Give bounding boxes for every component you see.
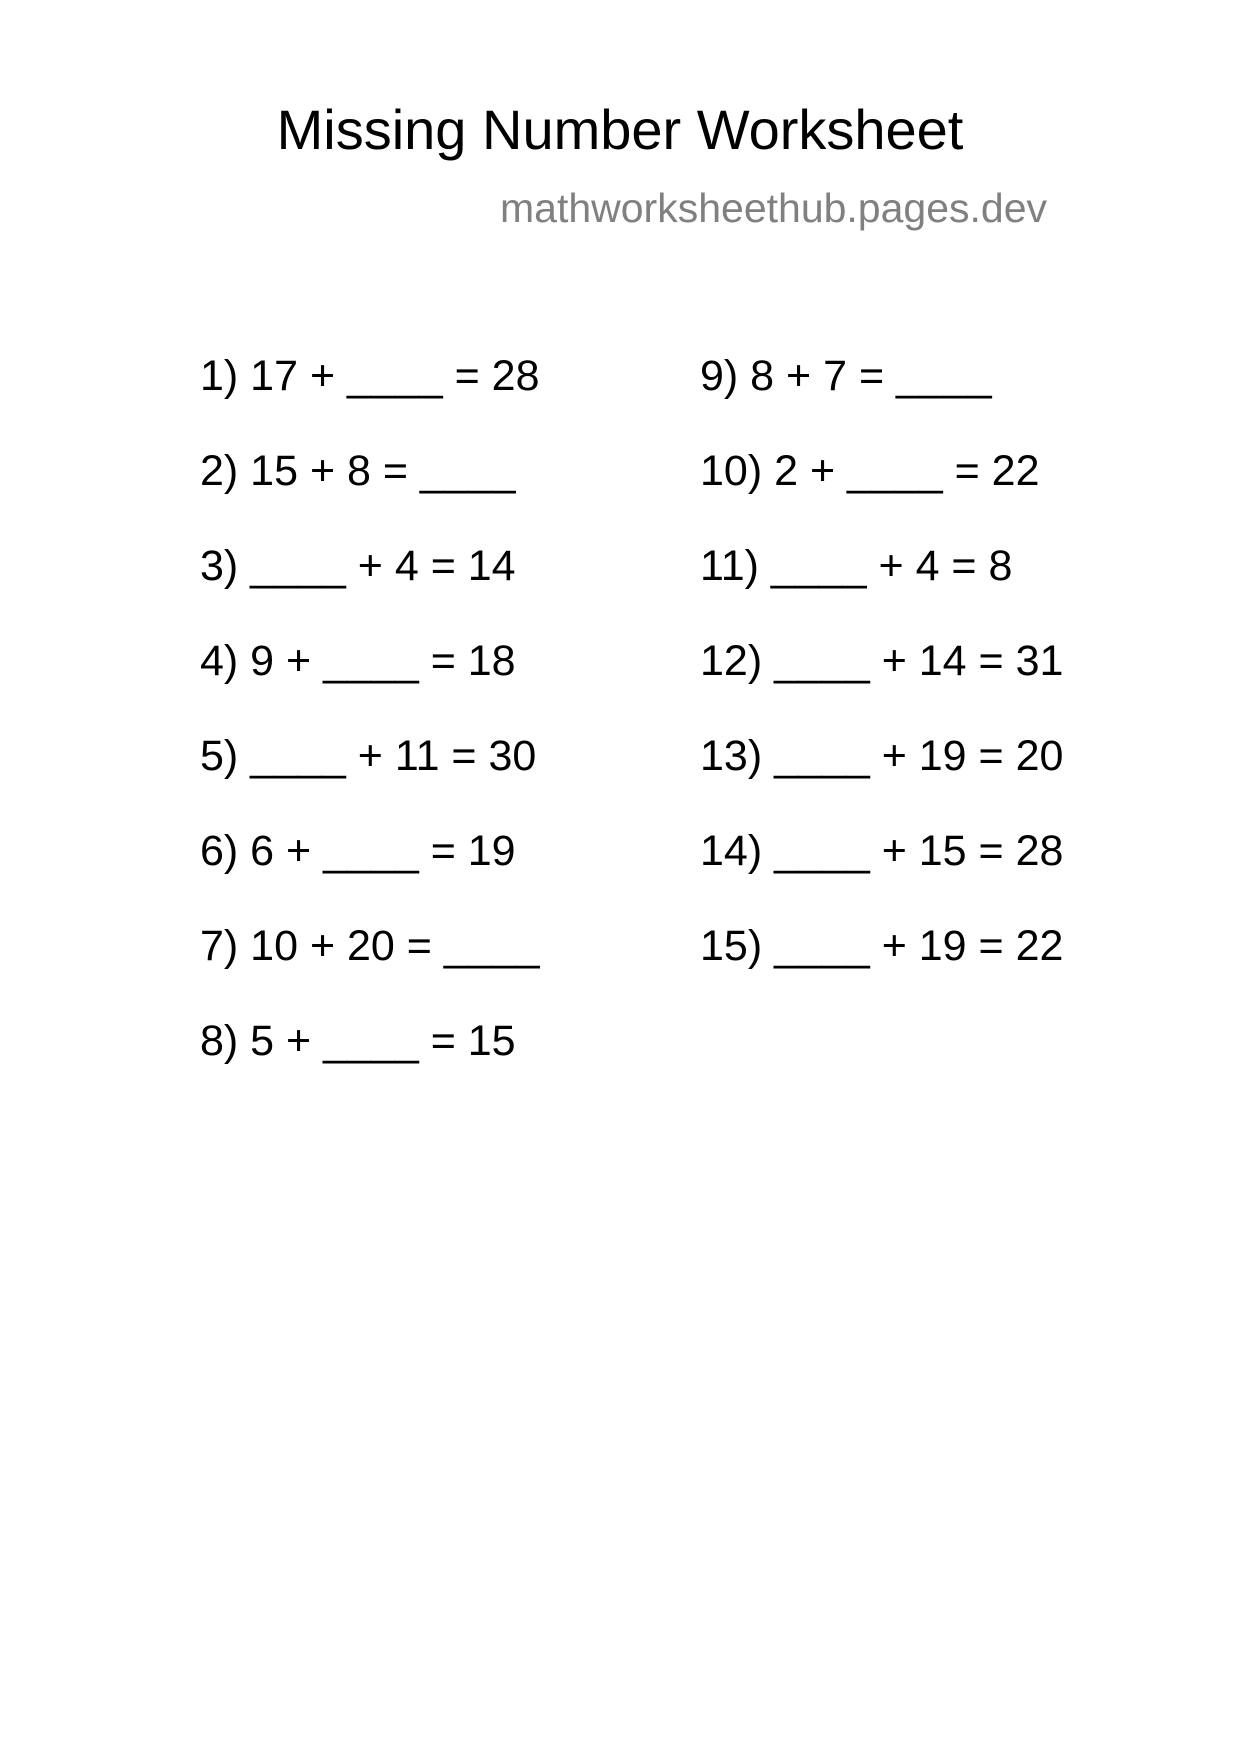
problem-13: 13) ____ + 19 = 20 <box>700 732 1064 780</box>
problem-12: 12) ____ + 14 = 31 <box>700 637 1064 685</box>
problem-9: 9) 8 + 7 = ____ <box>700 352 992 400</box>
problem-3: 3) ____ + 4 = 14 <box>200 542 516 590</box>
problem-column-left <box>200 350 540 1110</box>
problem-4: 4) 9 + ____ = 18 <box>200 637 516 685</box>
problem-7: 7) 10 + 20 = ____ <box>200 922 540 970</box>
problem-1: 1) 17 + ____ = 28 <box>200 352 540 400</box>
problem-14: 14) ____ + 15 = 28 <box>700 827 1064 875</box>
problem-2: 2) 15 + 8 = ____ <box>200 447 516 495</box>
problem-column-right <box>700 350 1063 1015</box>
worksheet-title: Missing Number Worksheet <box>276 98 964 161</box>
problem-15: 15) ____ + 19 = 22 <box>700 922 1064 970</box>
problem-11: 11) ____ + 4 = 8 <box>700 542 1013 590</box>
problem-10: 10) 2 + ____ = 22 <box>700 447 1040 495</box>
problem-5: 5) ____ + 11 = 30 <box>200 732 537 780</box>
worksheet-source: mathworksheethub.pages.dev <box>500 185 1048 231</box>
problem-6: 6) 6 + ____ = 19 <box>200 827 516 875</box>
problem-8: 8) 5 + ____ = 15 <box>200 1017 516 1065</box>
